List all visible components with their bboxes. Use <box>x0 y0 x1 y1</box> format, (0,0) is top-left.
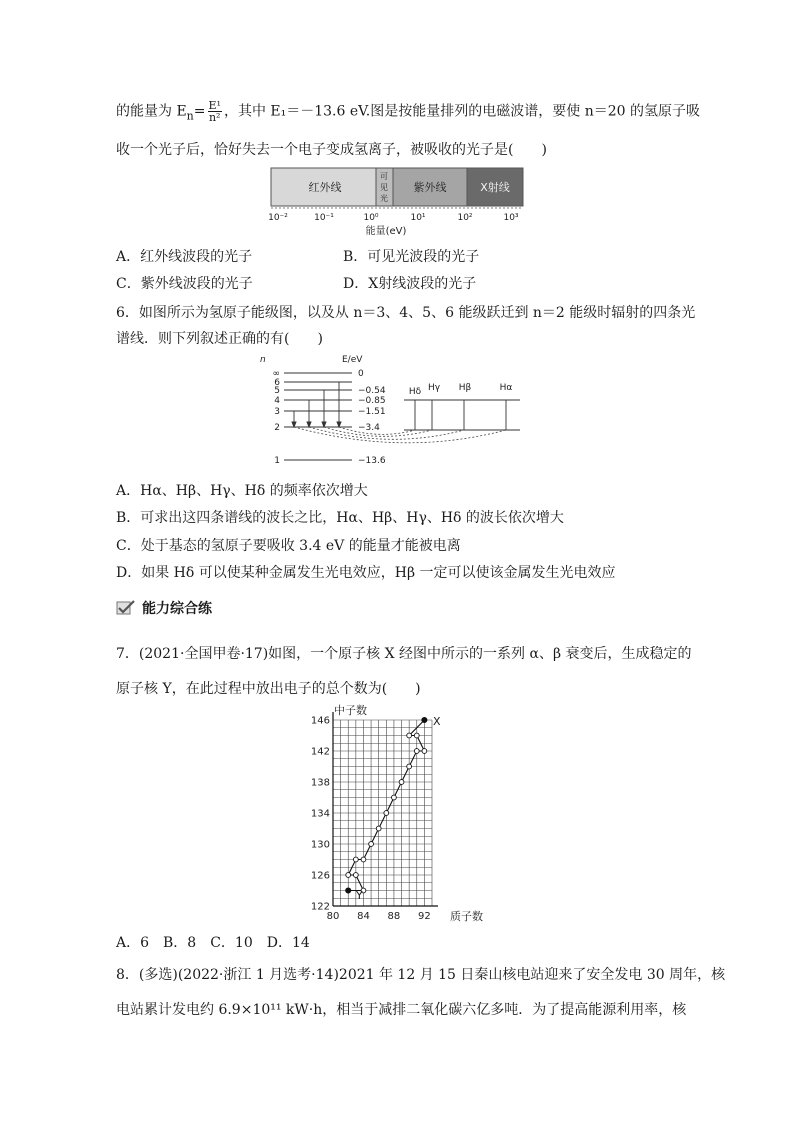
fraction-numerator: E¹ <box>208 99 221 112</box>
tick-1e1: 10¹ <box>410 213 426 223</box>
chart-xlabel: 质子数 <box>450 910 483 923</box>
level-n-5: 5 <box>274 386 280 396</box>
section-header <box>116 598 212 618</box>
decay-point <box>384 811 389 816</box>
q5-line1-post: ，其中 E₁＝－13.6 eV.图是按能量排列的电磁波谱，要使 n＝20 的氢原子吸 <box>223 103 700 120</box>
q7-line-2: 原子核 Y，在此过程中放出电子的总个数为( ) <box>116 681 421 697</box>
chart-label-x: X <box>433 715 441 728</box>
level-n-2: 2 <box>274 423 280 433</box>
q6-option-b: B．可求出这四条谱线的波长之比，Hα、Hβ、Hγ、Hδ 的波长依次增大 <box>116 510 564 526</box>
q5-option-d: D．X射线波段的光子 <box>343 276 477 292</box>
tick-1e0: 10⁰ <box>363 213 379 223</box>
decay-point <box>414 749 419 754</box>
q6-line-1: 6．如图所示为氢原子能级图，以及从 n＝3、4、5、6 能级跃迁到 n＝2 能级时辐射的四条光 <box>116 305 696 321</box>
x-tick-label: 84 <box>357 911 370 922</box>
x-tick-label: 92 <box>418 911 431 922</box>
tick-1e2: 10² <box>457 213 473 223</box>
y-tick-label: 130 <box>310 839 330 851</box>
tick-1e-1: 10⁻¹ <box>314 213 334 223</box>
decay-point <box>414 733 419 738</box>
q6-option-c: C．处于基态的氢原子要吸收 3.4 eV 的能量才能被电离 <box>116 538 461 554</box>
level-e-3: −1.51 <box>358 407 386 417</box>
decay-point <box>369 842 374 847</box>
y-tick-label: 134 <box>310 808 330 820</box>
q5-line-1 <box>116 100 700 125</box>
chart-ylabel: 中子数 <box>334 704 367 717</box>
q5-option-b: B．可见光波段的光子 <box>343 249 480 265</box>
q8-line-1: 8．(多选)(2022·浙江 1 月选考·14)2021 年 12 月 15 日秦山核电站迎来了安全发电 30 周年，核 <box>116 967 726 983</box>
q5-eq: = <box>193 103 206 120</box>
decay-point <box>346 888 351 893</box>
decay-chart <box>300 700 490 925</box>
y-tick-label: 138 <box>310 777 330 789</box>
spectrum-ticks <box>268 213 519 223</box>
q6-option-a: A．Hα、Hβ、Hγ、Hδ 的频率依次增大 <box>116 483 368 499</box>
spectrum-axis-label: 能量(eV) <box>365 226 407 237</box>
band-label-visible-2: 见 <box>380 183 388 192</box>
decay-point <box>399 780 404 785</box>
checkbox-check-icon <box>116 600 136 616</box>
level-e-1: −13.6 <box>358 456 386 466</box>
y-tick-label: 126 <box>310 870 330 882</box>
q5-option-a: A．红外线波段的光子 <box>116 249 253 265</box>
section-title: 能力综合练 <box>142 601 212 617</box>
level-e-inf: 0 <box>358 369 364 379</box>
curve-4 <box>309 427 464 439</box>
curve-3 <box>294 427 506 443</box>
energy-fraction <box>208 100 222 123</box>
q5-sub-n: n <box>186 109 194 123</box>
band-label-visible-1: 可 <box>380 172 388 181</box>
label-h-beta: Hβ <box>458 383 472 393</box>
q7-options: A．6 B．8 C．10 D．14 <box>116 935 310 951</box>
level-e-4: −0.85 <box>358 396 386 406</box>
decay-point <box>353 873 358 878</box>
level-n-1: 1 <box>274 456 280 466</box>
y-tick-label: 146 <box>310 715 330 727</box>
x-tick-label: 80 <box>326 911 340 922</box>
energy-level-diagram <box>254 352 530 468</box>
level-n-6: 6 <box>274 378 280 388</box>
level-e-5: −0.54 <box>358 386 386 396</box>
band-label-visible-3: 光 <box>380 194 388 203</box>
band-label-infrared: 红外线 <box>308 181 342 194</box>
q6-line-2: 谱线．则下列叙述正确的有( ) <box>116 331 323 347</box>
label-h-delta: Hδ <box>408 387 422 397</box>
em-spectrum-figure <box>262 164 534 240</box>
decay-point <box>407 733 412 738</box>
decay-point <box>422 749 427 754</box>
q5-line-2: 收一个光子后，恰好失去一个电子变成氢离子，被吸收的光子是( ) <box>116 142 547 158</box>
n-axis-label: n <box>260 355 266 365</box>
label-h-gamma: Hγ <box>427 383 441 393</box>
x-tick-label: 88 <box>387 911 401 922</box>
decay-point <box>392 795 397 800</box>
level-n-4: 4 <box>274 396 280 406</box>
q7-line-1: 7．(2021·全国甲卷·17)如图，一个原子核 X 经图中所示的一系列 α、β 衰变后，生成稳定的 <box>116 646 692 662</box>
e-axis-label: E/eV <box>342 355 363 365</box>
label-h-alpha: Hα <box>499 383 513 393</box>
decay-point <box>422 717 427 722</box>
tick-1e3: 10³ <box>503 213 519 223</box>
q5-option-c: C．紫外线波段的光子 <box>116 276 253 292</box>
y-tick-label: 122 <box>310 901 330 913</box>
decay-point <box>346 873 351 878</box>
decay-point <box>361 857 366 862</box>
level-n-inf: ∞ <box>272 369 280 379</box>
y-tick-label: 142 <box>310 746 330 758</box>
chart-label-y: Y <box>356 889 363 902</box>
q5-line1-pre: 的能量为 E <box>116 103 187 120</box>
chart-grid <box>333 720 432 906</box>
level-n-3: 3 <box>274 407 280 417</box>
tick-1e-2: 10⁻² <box>268 213 288 223</box>
q8-line-2: 电站累计发电约 6.9×10¹¹ kW·h，相当于减排二氧化碳六亿多吨．为了提高能源利用率，核 <box>116 1002 687 1018</box>
band-label-xray: X射线 <box>480 181 510 194</box>
decay-point <box>407 764 412 769</box>
q6-option-d: D．如果 Hδ 可以使某种金属发生光电效应，Hβ 一定可以使该金属发生光电效应 <box>116 565 616 581</box>
level-e-2: −3.4 <box>358 423 380 433</box>
band-label-ultraviolet: 紫外线 <box>413 181 447 194</box>
decay-point <box>376 826 381 831</box>
fraction-denominator: n² <box>208 111 221 124</box>
decay-point <box>353 857 358 862</box>
